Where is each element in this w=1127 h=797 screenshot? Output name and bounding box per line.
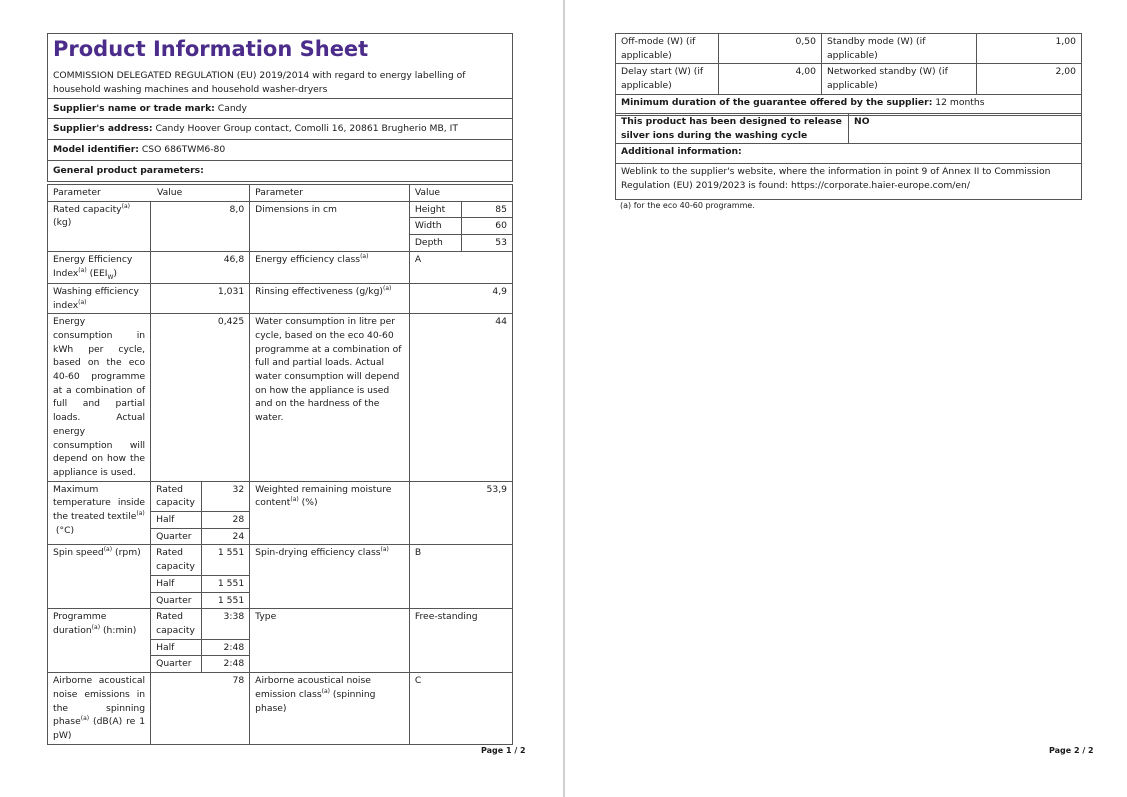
spin-quarter-value: 1 551	[201, 592, 250, 609]
general-params-label: General product parameters:	[53, 165, 204, 176]
spin-rated-label: Rated capacity	[151, 545, 202, 575]
moisture-label: Weighted remaining moisture content$^{(a)}$ (%)	[250, 481, 410, 545]
header-value-1: Value	[157, 187, 183, 198]
page-2-footer: Page 2 / 2	[1049, 746, 1094, 755]
networked-standby-label: Networked standby (W) (if applicable)	[822, 64, 977, 94]
max-temperature-label: Maximum temperature inside the treated textile$^{(a)}$ (°C)	[48, 481, 151, 545]
general-params-row	[47, 160, 513, 182]
weblink-row	[616, 164, 1082, 200]
additional-info-label: Additional information:	[616, 144, 1082, 164]
silver-label: This product has been designed to release silver ions during the washing cycle	[616, 114, 849, 144]
regulation-text: COMMISSION DELEGATED REGULATION (EU) 2019/2014 with regard to energy labelling of household washing machines and household washer-dryers	[53, 70, 466, 95]
delay-start-value: 4,00	[719, 64, 822, 94]
header-value-2: Value	[409, 185, 512, 202]
max-temp-rated-value: 32	[201, 481, 250, 511]
max-temp-quarter-value: 24	[201, 528, 250, 545]
supplier-address-label: Supplier's address:	[53, 123, 153, 134]
width-label: Width	[409, 218, 462, 235]
spin-class-value: B	[409, 545, 512, 609]
offmode-label: Off-mode (W) (if applicable)	[616, 34, 719, 64]
silver-value: NO	[849, 114, 1082, 144]
weblink-url[interactable]: https://corporate.haier-europe.com/en/	[791, 180, 970, 192]
type-value: Free-standing	[409, 609, 512, 673]
model-value: CSO 686TWM6-80	[141, 144, 226, 155]
spin-half-label: Half	[151, 575, 202, 592]
washing-efficiency-value: 1,031	[151, 283, 250, 313]
rated-capacity-label: Rated capacity$^{(a)}$ (kg)	[48, 201, 151, 251]
water-consumption-label: Water consumption in litre per cycle, based on the eco 40-60 programme at a combination of full and partial loads. Actual water consumption will depend on how the appliance is used and on the hardness of the water.	[250, 314, 410, 481]
model-label: Model identifier:	[53, 144, 139, 155]
energy-class-value: A	[409, 251, 512, 283]
page-2	[565, 0, 1127, 797]
supplier-name-value: Candy	[217, 103, 247, 114]
prog-half-value: 2:48	[201, 639, 250, 656]
spin-speed-label: Spin speed$^{(a)}$ (rpm)	[48, 545, 151, 609]
water-consumption-value: 44	[409, 314, 512, 481]
depth-label: Depth	[409, 235, 462, 252]
page-1	[0, 0, 563, 797]
type-label: Type	[250, 609, 410, 673]
noise-label: Airborne acoustical noise emissions in the spinning phase$^{(a)}$ (dB(A) re 1 pW)	[48, 673, 151, 745]
silver-table	[615, 113, 1082, 200]
header-parameter-1: Parameter	[48, 185, 250, 202]
programme-duration-label: Programme duration$^{(a)}$ (h:min)	[48, 609, 151, 673]
rinsing-label: Rinsing effectiveness $(g/kg)^{(a)}$	[250, 283, 410, 313]
prog-quarter-value: 2:48	[201, 656, 250, 673]
header-parameter-2: Parameter	[250, 185, 410, 202]
model-row	[47, 139, 513, 161]
depth-value: 53	[462, 235, 513, 252]
rated-capacity-value: 8,0	[151, 201, 250, 251]
networked-standby-value: 2,00	[977, 64, 1082, 94]
page-title: Product Information Sheet	[53, 37, 369, 61]
spin-quarter-label: Quarter	[151, 592, 202, 609]
max-temp-half-value: 28	[201, 512, 250, 529]
standby-label: Standby mode (W) (if applicable)	[822, 34, 977, 64]
prog-rated-value: 3:38	[201, 609, 250, 639]
width-value: 60	[462, 218, 513, 235]
prog-half-label: Half	[151, 639, 202, 656]
delay-start-label: Delay start (W) (if applicable)	[616, 64, 719, 94]
energy-class-label: Energy efficiency class$^{(a)}$	[250, 251, 410, 283]
height-label: Height	[409, 201, 462, 218]
offmode-value: 0,50	[719, 34, 822, 64]
prog-rated-label: Rated capacity	[151, 609, 202, 639]
title-box	[47, 33, 513, 99]
noise-value: 78	[151, 673, 250, 745]
power-table	[615, 33, 1082, 116]
supplier-address-value: Candy Hoover Group contact, Comolli 16, 20861 Brugherio MB, IT	[155, 123, 458, 134]
height-value: 85	[462, 201, 513, 218]
max-temp-quarter-label: Quarter	[151, 528, 202, 545]
supplier-name-label: Supplier's name or trade mark:	[53, 103, 215, 114]
supplier-name-row	[47, 98, 513, 119]
rinsing-value: 4,9	[409, 283, 512, 313]
max-temp-rated-label: Rated capacity	[151, 481, 202, 511]
energy-consumption-label: Energy consumption in kWh per cycle, based on the eco 40-60 programme at a combination of full and partial loads. Actual energy consumption will depend on how the appliance is used.	[48, 314, 151, 481]
standby-value: 1,00	[977, 34, 1082, 64]
washing-efficiency-label: Washing efficiency index$^{(a)}$	[48, 283, 151, 313]
page-1-footer: Page 1 / 2	[481, 746, 526, 755]
dimensions-label: Dimensions in cm	[250, 201, 410, 251]
moisture-value: 53,9	[409, 481, 512, 545]
guarantee-value: 12 months	[935, 96, 985, 108]
spin-class-label: Spin-drying efficiency class$^{(a)}$	[250, 545, 410, 609]
energy-consumption-value: 0,425	[151, 314, 250, 481]
eei-label: Energy Efficiency Index$^{(a)}$ $(EEI_W)$	[48, 251, 151, 283]
spin-half-value: 1 551	[201, 575, 250, 592]
parameters-table	[47, 184, 513, 745]
supplier-address-row	[47, 118, 513, 140]
guarantee-label: Minimum duration of the guarantee offered by the supplier:	[621, 96, 933, 108]
prog-quarter-label: Quarter	[151, 656, 202, 673]
spin-rated-value: 1 551	[201, 545, 250, 575]
eei-value: 46,8	[151, 251, 250, 283]
noise-class-label: Airborne acoustical noise emission class$^{(a)}$ (spinning phase)	[250, 673, 410, 745]
noise-class-value: C	[409, 673, 512, 745]
weblink-text: Weblink to the supplier's website, where the information in point 9 of Annex II to Commission Regulation (EU) 2019/2023 is found:	[621, 166, 1051, 192]
footnote: (a) for the eco 40-60 programme.	[620, 201, 755, 210]
max-temp-half-label: Half	[151, 512, 202, 529]
